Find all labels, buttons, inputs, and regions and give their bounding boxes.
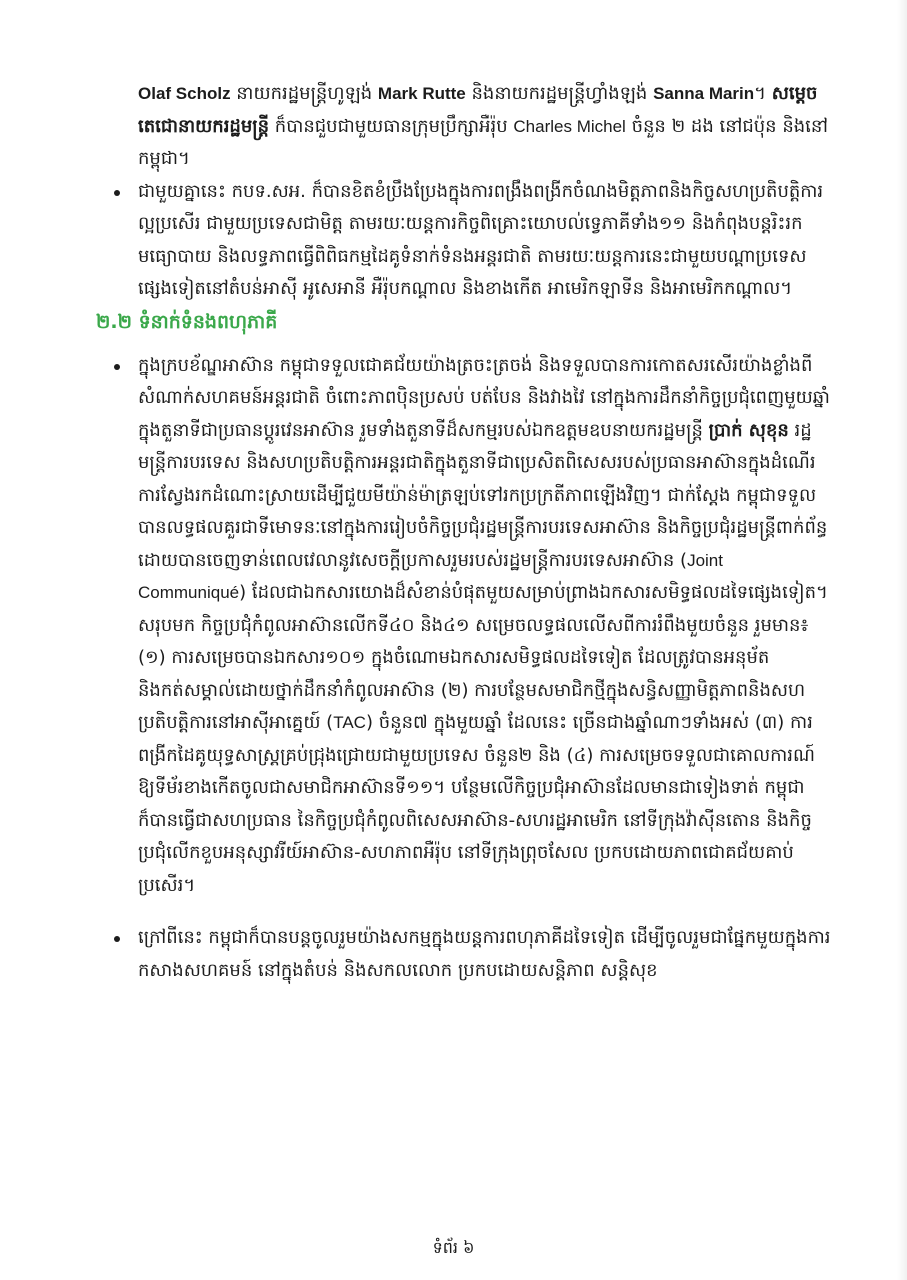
bullet-dot-icon — [114, 190, 120, 196]
page-edge-shadow — [897, 0, 907, 1280]
list-item — [96, 176, 831, 306]
bullet-2-text — [138, 350, 831, 903]
bullet-list-2 — [96, 350, 831, 988]
page-number: ទំព័រ ៦ — [432, 1238, 475, 1257]
name-olaf-scholz: Olaf Scholz — [138, 84, 231, 103]
intro-bold-title: សម្តេចតេជោនាយករដ្ឋមន្ត្រី — [138, 83, 818, 137]
bullet-2-part-3: ) ដែលជាឯកសារយោងដ៏សំខាន់បំផុតមួយសម្រាប់ព្រាងឯកសារសមិទ្ធផលដទៃផ្សេងទៀត។ សរុបមក កិច្ចប្រជុំកំពូលអាស៊ានលើកទី៤០ និង៤១ សម្រេចលទ្ធផលលើសពីការរំពឹងមួយចំនួន រួមមាន៖ (១) ការសម្រេចបានឯកសារ១០១ ក្នុងចំណោមឯកសារសមិទ្ធផលដទៃទៀត ដែលត្រូវបានអនុម័ត និងកត់សម្គាល់ដោយថ្នាក់ដឹកនាំកំពូលអាស៊ាន (២) ការបន្ថែមសមាជិកថ្មីក្នុងសន្ធិសញ្ញាមិត្តភាពនិងសហប្រតិបត្តិការនៅអាស៊ីអាគ្នេយ៍ ( — [138, 582, 828, 733]
name-charles-michel: Charles Michel — [513, 116, 626, 136]
intro-text-5: ចំនួន ២ ដង នៅជប៉ុន និងនៅកម្ពុជា។ — [138, 115, 829, 169]
section-heading: ២.២ ទំនាក់ទំនងពហុភាគី — [96, 310, 278, 333]
list-item — [96, 350, 831, 903]
bullet-2-part-1: ក្នុងក្របខ័ណ្ឌអាស៊ាន កម្ពុជាទទួលជោគជ័យយ៉ាងត្រចះត្រចង់ និងទទួលបានការកោតសរសើរយ៉ាងខ្លាំងពីសំណាក់សហគមន៍អន្តរជាតិ ចំពោះភាពប៉ិនប្រសប់ បត់បែន និងវាងវៃ នៅក្នុងការដឹកនាំកិច្ចប្រជុំពេញមួយឆ្នាំក្នុងតួនាទីជាប្រធានប្តូរវេនអាស៊ាន រួមទាំងតួនាទីដ៏សកម្មរបស់ឯកឧត្តមឧបនាយករដ្ឋមន្ត្រី — [138, 354, 830, 441]
intro-text-4: ក៏បានជួបជាមួយធានក្រុមប្រឹក្សាអឺរ៉ុប — [269, 115, 514, 137]
bullet-dot-icon — [114, 936, 120, 942]
bullet-list-1 — [96, 176, 831, 306]
intro-text-1: នាយករដ្ឋមន្ត្រីហូឡង់ — [230, 83, 378, 104]
intro-text-3: ។ — [754, 83, 772, 104]
bullet-2-latin-tac: TAC — [333, 713, 366, 732]
bullet-1-text: ជាមួយគ្នានេះ កបទ.សអ. ក៏បានខិតខំប្រឹងប្រែងក្នុងការពង្រឹងពង្រីកចំណងមិត្តភាពនិងកិច្ចសហប្រតិបត្តិការល្អប្រសើរ ជាមួយប្រទេសជាមិត្ត តាមរយៈយន្តការកិច្ចពិគ្រោះយោបល់ទ្វេភាគីទាំង១១ និងកំពុងបន្តរិះរកមធ្យោបាយ និងលទ្ធភាពធ្វើពិពិធកម្មដៃគូទំនាក់ទំនងអន្តរជាតិ តាមរយៈយន្តការនេះជាមួយបណ្តាប្រទេសផ្សេងទៀតនៅតំបន់អាស៊ី អូសេអានី អឺរ៉ុបកណ្តាល និងខាងកើត អាមេរិកឡាទីន និងអាមេរិកកណ្តាល។ — [138, 180, 824, 299]
bullet-2-bold-name: ប្រាក់ សុខុន — [708, 419, 789, 441]
bullet-2-latin-joint-communique: Joint Communiqué — [138, 550, 723, 602]
intro-text-2: និងនាយករដ្ឋមន្ត្រីហ្វាំងឡង់ — [465, 83, 654, 104]
bullet-dot-icon — [114, 364, 120, 370]
list-item — [96, 922, 831, 987]
intro-paragraph — [138, 78, 831, 176]
page-content — [96, 78, 831, 987]
name-mark-rutte: Mark Rutte — [377, 84, 466, 103]
bullet-2-part-2: រដ្ឋមន្ត្រីការបរទេស និងសហប្រតិបត្តិការអន្តរជាតិក្នុងតួនាទីជាប្រេសិតពិសេសរបស់ប្រធានអាស៊ានក្នុងដំណើរការស្វែងរកដំណោះស្រាយដើម្បីជួយមីយ៉ាន់ម៉ាត្រឡប់ទៅរកប្រក្រតីភាពឡើងវិញ។ ជាក់ស្តែង កម្ពុជាទទួលបានលទ្ធផលគួរជាទីមោទនៈនៅក្នុងការរៀបចំកិច្ចប្រជុំរដ្ឋមន្ត្រីការបរទេសអាស៊ាន និងកិច្ចប្រជុំរដ្ឋមន្ត្រីពាក់ព័ន្ធ ដោយបានចេញទាន់ពេលវេលានូវសេចក្តីប្រកាសរួមរបស់រដ្ឋមន្ត្រីការបរទេសអាស៊ាន ( — [138, 419, 828, 571]
bullet-3-text: ក្រៅពីនេះ កម្ពុជាក៏បានបន្តចូលរួមយ៉ាងសកម្មក្នុងយន្តការពហុភាគីដទៃទៀត ដើម្បីចូលរួមជាផ្នែកមួយក្នុងការកសាងសហគមន៍ នៅក្នុងតំបន់ និងសកលលោក ប្រកបដោយសន្តិភាព សន្តិសុខ — [138, 927, 831, 981]
name-sanna-marin: Sanna Marin — [653, 84, 755, 103]
bullet-2-part-4: ) ចំនួន៧ ក្នុងមួយឆ្នាំ ដែលនេះ ច្រើនជាងឆ្នាំណាៗទាំងអស់ (៣) ការពង្រីកដៃគូយុទ្ធសាស្ត្រគ្រប់ជ្រុងជ្រោយជាមួយប្រទេស ចំនួន២ និង (៤) ការសម្រេចទទួលជាគោលការណ៍ឱ្យទីម័រខាងកើតចូលជាសមាជិកអាស៊ានទី១១។ បន្ថែមលើកិច្ចប្រជុំអាស៊ានដែលមានជាទៀងទាត់ កម្ពុជាក៏បានធ្វើជាសហប្រធាន នៃកិច្ចប្រជុំកំពូលពិសេសអាស៊ាន-សហរដ្ឋអាមេរិក នៅទីក្រុងវ៉ាស៊ីនតោន និងកិច្ចប្រជុំលើកខួបអនុស្សាវរីយ៍អាស៊ាន-សហភាពអឺរ៉ុប នៅទីក្រុងព្រុចសែល ប្រកបដោយភាពជោគជ័យគាប់ប្រសើរ។ — [138, 712, 815, 896]
